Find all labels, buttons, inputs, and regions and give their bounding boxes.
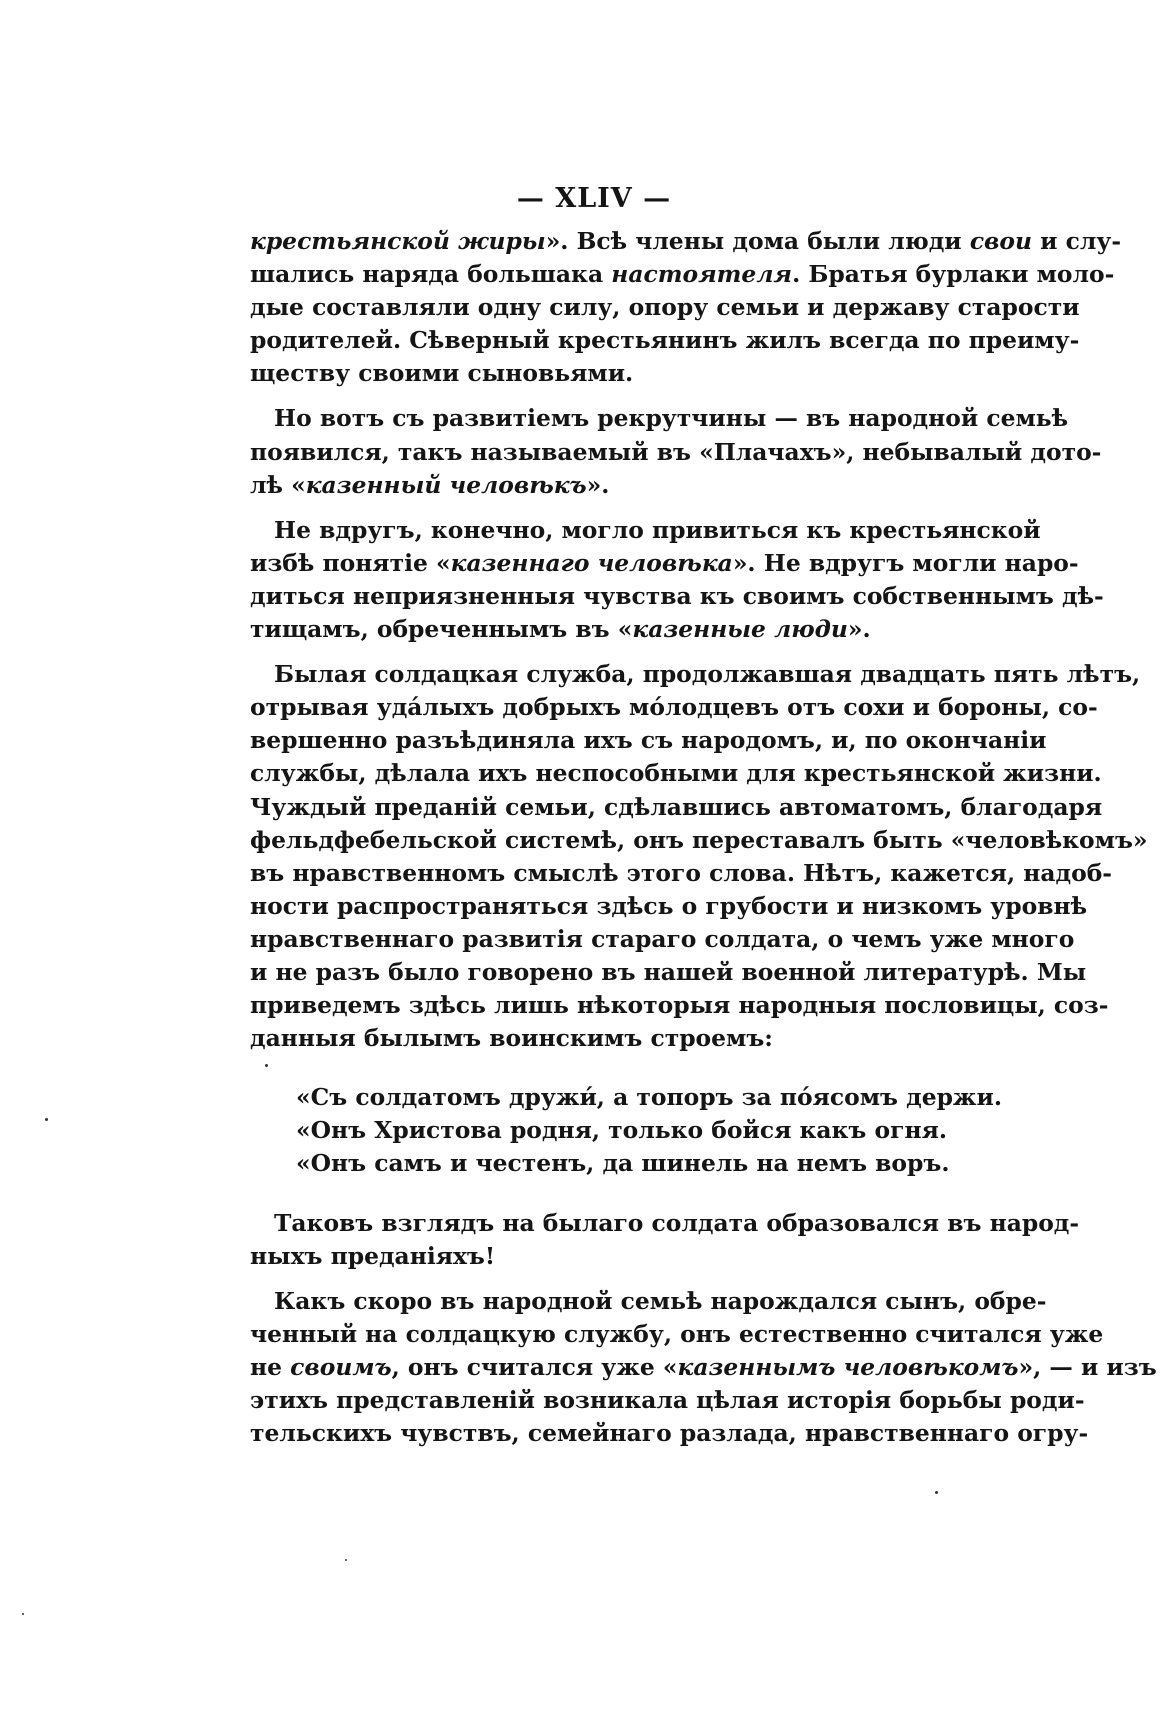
text-line xyxy=(250,1384,1085,1417)
text-run: Таковъ взглядъ на былаго солдата образовался въ народ- xyxy=(274,1208,1080,1237)
italic-phrase: настоятеля xyxy=(611,260,793,289)
page-number: — XLIV — xyxy=(516,183,672,214)
text-run: ». Всѣ члены дома были люди xyxy=(545,227,970,255)
italic-phrase: своимъ xyxy=(290,1352,392,1381)
text-line xyxy=(250,1022,962,1055)
text-line xyxy=(250,402,1069,435)
text-run: Былая солдацкая служба, продолжавшая двадцать пять лѣтъ, xyxy=(274,660,1141,689)
text-line xyxy=(250,757,1102,790)
text-line xyxy=(250,291,1080,324)
text-run: приведемъ здѣсь лишь нѣкоторыя народныя пословицы, соз- xyxy=(250,991,1109,1020)
scan-speck xyxy=(935,1491,938,1494)
text-run: вершенно разъѣдиняла ихъ съ народомъ, и, по окончаніи xyxy=(250,726,1047,755)
text-line xyxy=(250,724,1047,757)
text-run: этихъ представленій возникала цѣлая исторія борьбы роди- xyxy=(250,1386,1085,1414)
text-line xyxy=(250,989,1109,1022)
text-run: . Братья бурлаки моло- xyxy=(792,260,1115,289)
text-run: шались наряда большака xyxy=(250,260,612,289)
text-line xyxy=(250,324,1080,357)
text-run: Не вдругъ, конечно, могло привиться къ крестьянской xyxy=(274,515,1041,544)
text-line xyxy=(250,857,1113,890)
italic-phrase: казенные люди xyxy=(632,615,848,644)
text-run: ченный на солдацкую службу, онъ естественно считался уже xyxy=(250,1319,1104,1348)
text-run: данныя былымъ воинскимъ строемъ: xyxy=(250,1024,773,1053)
scan-speck xyxy=(45,1118,48,1121)
text-line xyxy=(250,1285,1047,1318)
text-line xyxy=(250,1417,1089,1450)
body-text xyxy=(250,225,1157,1450)
text-run: службы, дѣлала ихъ неспособными для крестьянской жизни. xyxy=(250,759,1102,788)
text-line xyxy=(250,956,1087,989)
text-run: Но вотъ съ развитіемъ рекрутчины — въ народной семьѣ xyxy=(274,404,1069,433)
text-run: и слу- xyxy=(1032,227,1122,255)
text-run: въ нравственномъ смыслѣ этого слова. Нѣтъ, кажется, надоб- xyxy=(250,858,1113,887)
text-run: Какъ скоро въ народной семьѣ нарождался сынъ, обре- xyxy=(274,1286,1047,1315)
text-line xyxy=(250,791,1103,824)
proverb-line: «Съ солдатомъ дружи́, а топоръ за пóясомъ держи. xyxy=(296,1083,1003,1112)
italic-phrase: крестьянской жиры xyxy=(250,227,546,255)
text-run: избѣ понятіе « xyxy=(250,548,451,577)
text-run: ществу своими сыновьями. xyxy=(250,359,634,388)
text-line xyxy=(250,1240,962,1273)
scan-speck xyxy=(345,1559,347,1561)
scan-speck xyxy=(265,1064,268,1067)
proverb-line: «Онъ Христова родня, только бойся какъ огня. xyxy=(296,1116,947,1145)
text-line xyxy=(250,580,1104,613)
text-run: ». Не вдругъ могли наро- xyxy=(732,548,1079,577)
text-run: лѣ « xyxy=(250,470,306,499)
text-run: появился, такъ называемый въ «Плачахъ», небывалый дото- xyxy=(250,437,1102,466)
text-line xyxy=(250,658,1141,691)
text-run: ныхъ преданіяхъ! xyxy=(250,1241,496,1270)
italic-phrase: казенный человѣкъ xyxy=(305,470,587,499)
text-run: отрывая удáлыхъ добрыхъ мóлодцевъ отъ сохи и бороны, со- xyxy=(250,693,1098,722)
text-run: не xyxy=(250,1352,291,1381)
text-line xyxy=(250,1207,1080,1240)
text-run: ». xyxy=(847,615,871,644)
text-run: нравственнаго развитія стараго солдата, о чемъ уже много xyxy=(250,924,1075,953)
text-run: дые составляли одну силу, опору семьи и державу старости xyxy=(250,293,1080,322)
text-run: родителей. Сѣверный крестьянинъ жилъ всегда по преиму- xyxy=(250,326,1080,355)
italic-phrase: казеннаго человѣка xyxy=(450,548,733,577)
scan-speck xyxy=(22,1613,24,1615)
text-line xyxy=(250,547,1079,580)
text-line xyxy=(250,691,1098,724)
text-line xyxy=(250,1351,1157,1384)
paragraphs-after-verse xyxy=(250,1207,1157,1451)
paragraphs-before-verse xyxy=(250,225,1148,1055)
text-run: тельскихъ чувствъ, семейнаго разлада, нравственнаго огру- xyxy=(250,1419,1089,1448)
italic-phrase: свои xyxy=(969,227,1033,255)
text-run: и не разъ было говорено въ нашей военной литературѣ. Мы xyxy=(250,957,1087,986)
text-run: ности распространяться здѣсь о грубости и низкомъ уровнѣ xyxy=(250,891,1088,920)
text-line xyxy=(250,613,962,646)
text-line xyxy=(250,258,1115,291)
text-run: ». xyxy=(586,470,610,499)
text-run: диться неприязненныя чувства къ своимъ собственнымъ дѣ- xyxy=(250,581,1104,610)
text-run: тищамъ, обреченнымъ въ « xyxy=(250,615,633,644)
text-run: , онъ считался уже « xyxy=(391,1352,678,1381)
proverb-line: «Онъ самъ и честенъ, да шинель на немъ воръ. xyxy=(296,1149,950,1178)
text-run: Чуждый преданій семьи, сдѣлавшись автоматомъ, благодаря xyxy=(250,792,1103,821)
italic-phrase: казеннымъ человѣкомъ xyxy=(677,1352,1019,1381)
text-line xyxy=(250,357,962,390)
text-run: фельдфебельской системѣ, онъ переставалъ быть «человѣкомъ» xyxy=(250,825,1148,854)
text-run: », — и изъ xyxy=(1018,1352,1157,1381)
text-line xyxy=(250,225,1122,258)
text-line xyxy=(250,890,1088,923)
proverbs-verse xyxy=(250,1081,1003,1180)
text-line xyxy=(250,436,1102,469)
text-line xyxy=(250,923,1075,956)
text-line xyxy=(250,824,1148,857)
text-line xyxy=(250,469,962,502)
text-line xyxy=(250,514,1041,547)
text-line xyxy=(250,1318,1104,1351)
